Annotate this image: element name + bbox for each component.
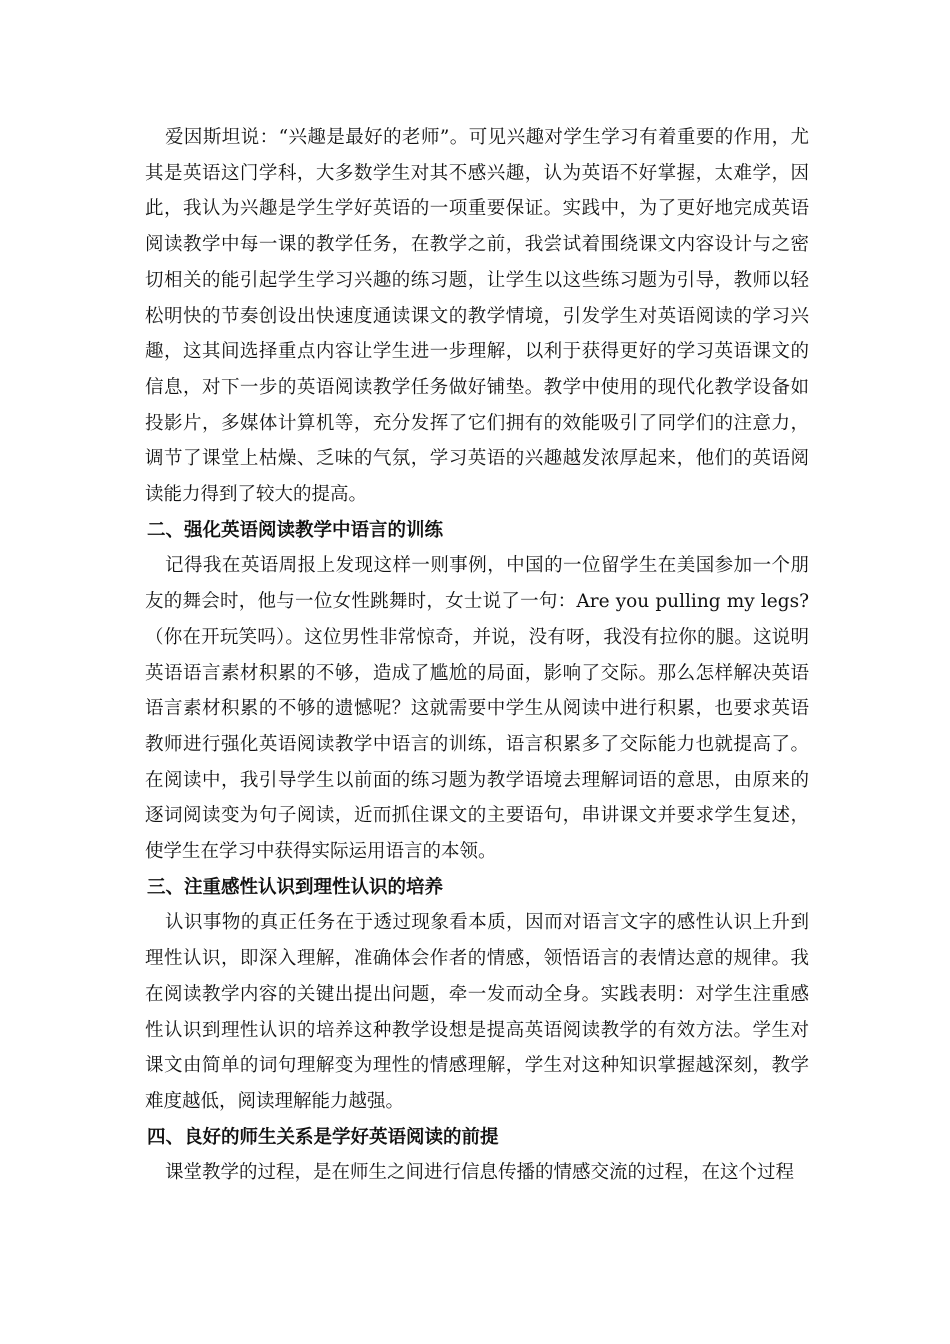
paragraph-perceptual-rational: 认识事物的真正任务在于透过现象看本质，因而对语言文字的感性认识上升到理性认识，即深入理解，准确体会作者的情感，领悟语言的表情达意的规律。我在阅读教学内容的关键出提出问题，牵一发而动全身。实践表明：对学生注重感性认识到理性认识的培养这种教学设想是提高英语阅读教学的有效方法。学生对课文由简单的词句理解变为理性的情感理解，学生对这种知识掌握越深刻，教学难度越低，阅读理解能力越强。	[145, 912, 809, 1112]
paragraph-interest: 爱因斯坦说：“兴趣是最好的老师”。可见兴趣对学生学习有着重要的作用，尤其是英语这门学科，大多数学生对其不感兴趣，认为英语不好掌握，太难学，因此，我认为兴趣是学生学好英语的一项重要保证。实践中，为了更好地完成英语阅读教学中每一课的教学任务，在教学之前，我尝试着围绕课文内容设计与之密切相关的能引起学生学习兴趣的练习题，让学生以这些练习题为引导，教师以轻松明快的节奏创设出快速度通读课文的教学情境，引发学生对英语阅读的学习兴趣，这其间选择重点内容让学生进一步理解，以利于获得更好的学习英语课文的信息，对下一步的英语阅读教学任务做好铺垫。教学中使用的现代化教学设备如投影片，多媒体计算机等，充分发挥了它们拥有的效能吸引了同学们的注意力，调节了课堂上枯燥、乏味的气氛，学习英语的兴趣越发浓厚起来，他们的英语阅读能力得到了较大的提高。	[145, 127, 809, 506]
section-heading-2: 二、强化英语阅读教学中语言的训练	[147, 519, 444, 541]
section-heading-3: 三、注重感性认识到理性认识的培养	[147, 876, 444, 898]
paragraph-teacher-student: 课堂教学的过程，是在师生之间进行信息传播的情感交流的过程，在这个过程	[165, 1162, 795, 1184]
paragraph-language-training: 记得我在英语周报上发现这样一则事例，中国的一位留学生在美国参加一个朋友的舞会时，他与一位女性跳舞时，女士说了一句：Are you pulling my legs?（你在开玩笑吗）。这位男性非常惊奇，并说，没有呀，我没有拉你的腿。这说明英语语言素材积累的不够，造成了尴尬的局面，影响了交际。那么怎样解决英语语言素材积累的不够的遗憾呢？这就需要中学生从阅读中进行积累，也要求英语教师进行强化英语阅读教学中语言的训练，语言积累多了交际能力也就提高了。在阅读中，我引导学生以前面的练习题为教学语境去理解词语的意思，由原来的逐词阅读变为句子阅读，近而抓住课文的主要语句，串讲课文并要求学生复述，使学生在学习中获得实际运用语言的本领。	[145, 555, 809, 863]
section-heading-4: 四、良好的师生关系是学好英语阅读的前提	[147, 1126, 499, 1148]
document-body	[145, 120, 809, 1191]
